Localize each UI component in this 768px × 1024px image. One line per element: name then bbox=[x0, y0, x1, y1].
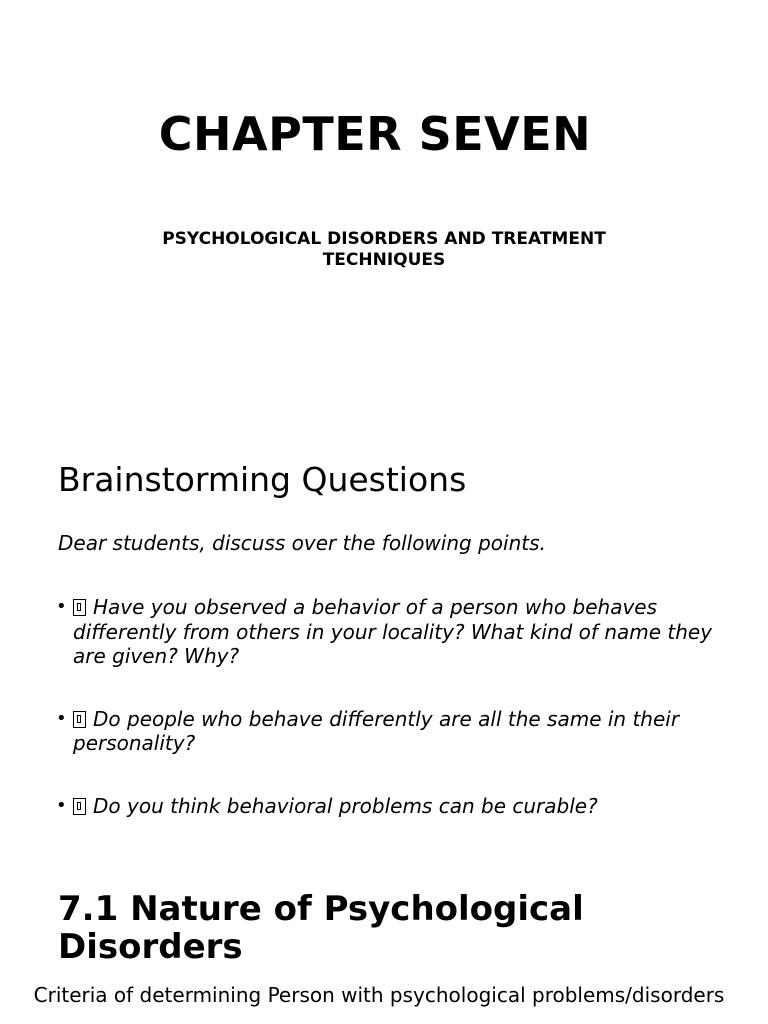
missing-glyph-box-icon bbox=[73, 798, 86, 815]
chapter-title: CHAPTER SEVEN bbox=[158, 107, 592, 161]
chapter-subtitle: PSYCHOLOGICAL DISORDERS AND TREATMENT TECHNIQUES bbox=[162, 229, 606, 270]
bullet-dot-icon: • bbox=[56, 794, 67, 816]
brainstorming-question-list bbox=[56, 595, 726, 818]
question-text: Do people who behave differently are all the same in their personality? bbox=[73, 706, 680, 755]
brainstorming-intro: Dear students, discuss over the following points. bbox=[58, 531, 546, 555]
question-item bbox=[56, 595, 726, 669]
bullet-dot-icon: • bbox=[56, 707, 67, 729]
question-item bbox=[56, 794, 726, 819]
question-item bbox=[56, 707, 726, 756]
criteria-line: Criteria of determining Person with psychological problems/disorders bbox=[33, 983, 725, 1007]
question-text: Do you think behavioral problems can be curable? bbox=[93, 793, 598, 818]
section-7-1-heading: 7.1 Nature of Psychological Disorders bbox=[58, 889, 584, 967]
missing-glyph-box-icon bbox=[73, 599, 86, 616]
bullet-dot-icon: • bbox=[56, 596, 67, 617]
missing-glyph-box-icon bbox=[73, 711, 86, 728]
brainstorming-heading: Brainstorming Questions bbox=[58, 460, 467, 499]
question-text: Have you observed a behavior of a person who behaves differently from others in your locality? What kind of name they are given? Why? bbox=[73, 595, 713, 668]
